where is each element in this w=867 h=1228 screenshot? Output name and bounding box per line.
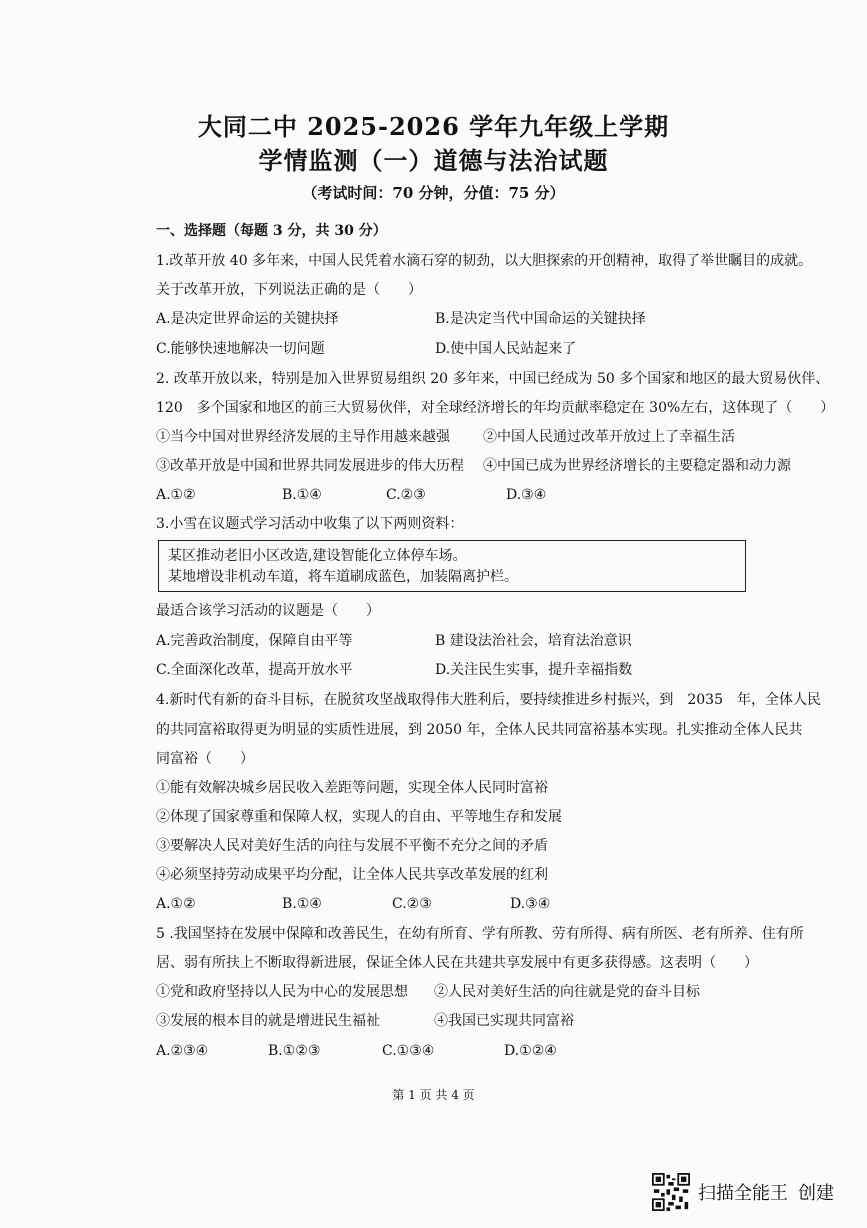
- q5-option-a: A.②③④: [156, 1043, 209, 1059]
- q5-option-d: D.①②④: [504, 1043, 557, 1059]
- q2-statement-1: ①当今中国对世界经济发展的主导作用越来越强: [156, 429, 450, 445]
- q4-option-a: A.①②: [156, 896, 196, 912]
- exam-title-line1: 大同二中 2025-2026 学年九年级上学期: [197, 112, 670, 141]
- q5-stem-line1: 5 .我国坚持在发展中保障和改善民生，在幼有所育、学有所教、劳有所得、病有所医、老有所养、住有所: [156, 926, 804, 942]
- q4-stem-line3: 同富裕（ ）: [156, 751, 254, 767]
- watermark-label: [698, 1179, 834, 1205]
- qr-code-icon: [652, 1173, 690, 1211]
- q4-stem-line2: 的共同富裕取得更为明显的实质性进展，到 2050 年，全体人民共同富裕基本实现。扎实推动全体人民共: [156, 722, 803, 738]
- q5-statement-1: ①党和政府坚持以人民为中心的发展思想: [156, 984, 408, 1000]
- q3-option-c: C.全面深化改革，提高开放水平: [156, 662, 353, 678]
- q5-statement-2: ②人民对美好生活的向往就是党的奋斗目标: [434, 984, 700, 1000]
- q2-option-a: A.①②: [156, 487, 196, 503]
- q2-stem-line2: 120 多个国家和地区的前三大贸易伙伴，对全球经济增长的年均贡献率稳定在 30%左右，这体现了（ ）: [156, 400, 835, 416]
- q3-option-b: B 建设法治社会，培育法治意识: [435, 633, 632, 649]
- q2-option-b: B.①④: [282, 487, 322, 503]
- q3-option-d: D.关注民生实事，提升幸福指数: [435, 662, 633, 678]
- q4-option-d: D.③④: [510, 896, 551, 912]
- q3-material-2: 某地增设非机动车道，将车道刷成蓝色，加装隔离护栏。: [168, 569, 518, 585]
- q1-option-c: C.能够快速地解决一切问题: [156, 341, 325, 357]
- q3-option-a: A.完善政治制度，保障自由平等: [156, 633, 353, 649]
- exam-title-line2: 学情监测（一）道德与法治试题: [258, 146, 609, 175]
- q2-statement-4: ④中国已成为世界经济增长的主要稳定器和动力源: [483, 458, 791, 474]
- watermark-action: 创建: [798, 1183, 834, 1204]
- q2-option-c: C.②③: [386, 487, 426, 503]
- q5-stem-line2: 居、弱有所扶上不断取得新进展，保证全体人民在共建共享发展中有更多获得感。这表明（ ）: [156, 955, 758, 971]
- q4-option-b: B.①④: [282, 896, 322, 912]
- q2-option-d: D.③④: [506, 487, 547, 503]
- q1-option-b: B.是决定当代中国命运的关键抉择: [435, 311, 646, 327]
- q1-option-a: A.是决定世界命运的关键抉择: [156, 311, 339, 327]
- q4-option-c: C.②③: [392, 896, 432, 912]
- scanner-watermark: [652, 1172, 834, 1212]
- q5-option-b: B.①②③: [268, 1043, 321, 1059]
- q5-statement-4: ④我国已实现共同富裕: [434, 1013, 574, 1029]
- q4-stem-line1: 4.新时代有新的奋斗目标，在脱贫攻坚战取得伟大胜利后，要持续推进乡村振兴，到 2035 年，全体人民: [156, 692, 821, 708]
- q1-option-d: D.使中国人民站起来了: [435, 341, 577, 357]
- q4-statement-2: ②体现了国家尊重和保障人权，实现人的自由、平等地生存和发展: [156, 809, 562, 825]
- q5-statement-3: ③发展的根本目的就是增进民生福祉: [156, 1013, 380, 1029]
- exam-info: （考试时间：70 分钟，分值：75 分）: [302, 184, 565, 202]
- q3-question: 最适合该学习活动的议题是（ ）: [156, 603, 380, 619]
- q3-material-1: 某区推动老旧小区改造,建设智能化立体停车场。: [168, 548, 467, 564]
- page-number: 第 1 页 共 4 页: [392, 1088, 475, 1102]
- q2-stem-line1: 2. 改革开放以来，特别是加入世界贸易组织 20 多年来，中国已经成为 50 多个国家和地区的最大贸易伙伴、: [156, 371, 830, 387]
- q1-stem-line1: 1.改革开放 40 多年来，中国人民凭着水滴石穿的韧劲，以大胆探索的开创精神，取得了举世瞩目的成就。: [156, 253, 813, 269]
- watermark-app-name: 扫描全能王: [698, 1183, 788, 1204]
- q2-statement-3: ③改革开放是中国和世界共同发展进步的伟大历程: [156, 458, 464, 474]
- q4-statement-1: ①能有效解决城乡居民收入差距等问题，实现全体人民同时富裕: [156, 780, 548, 796]
- q4-statement-4: ④必须坚持劳动成果平均分配，让全体人民共享改革发展的红利: [156, 867, 548, 883]
- q1-stem-line2: 关于改革开放，下列说法正确的是（ ）: [156, 282, 422, 298]
- q3-stem: 3.小雪在议题式学习活动中收集了以下两则资料：: [156, 516, 464, 532]
- q4-statement-3: ③要解决人民对美好生活的向往与发展不平衡不充分之间的矛盾: [156, 838, 548, 854]
- section-heading: 一、选择题（每题 3 分，共 30 分）: [156, 223, 387, 239]
- q2-statement-2: ②中国人民通过改革开放过上了幸福生活: [483, 429, 735, 445]
- q5-option-c: C.①③④: [382, 1043, 435, 1059]
